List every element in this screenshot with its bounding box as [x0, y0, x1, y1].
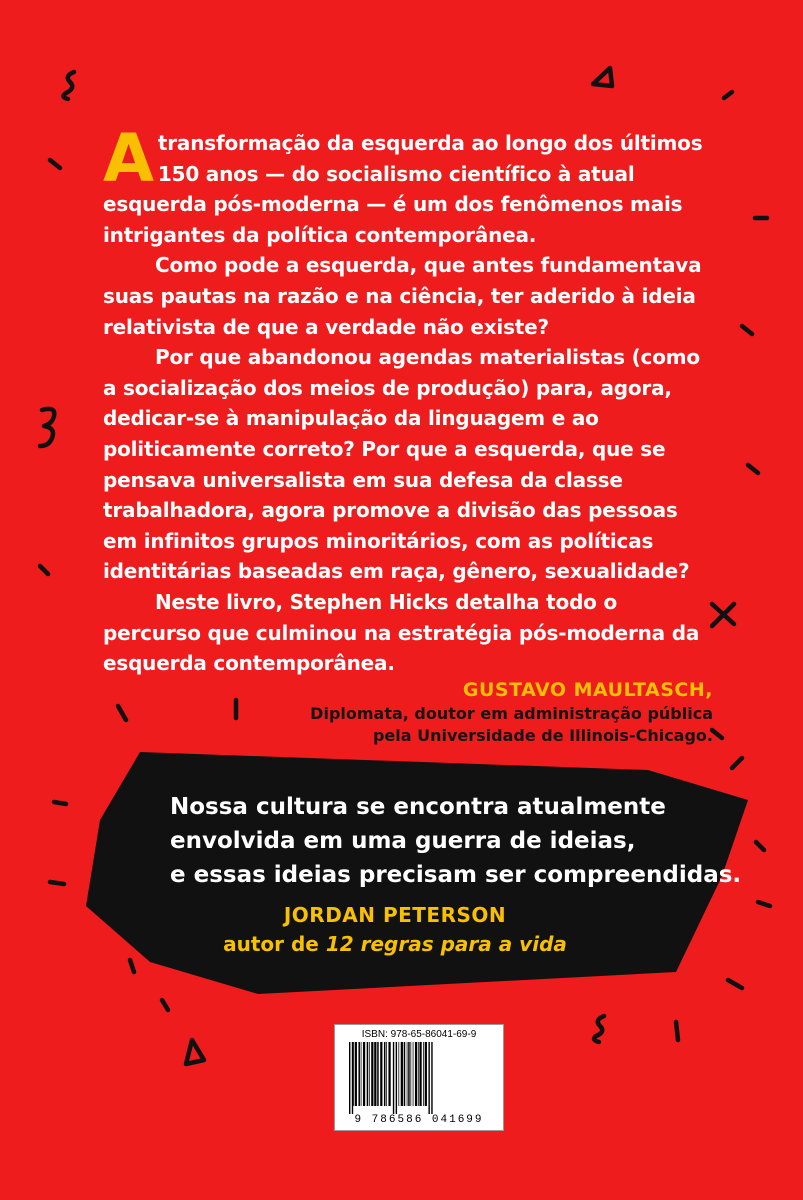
barcode-bar: [380, 1042, 382, 1106]
barcode-bar: [388, 1042, 390, 1106]
attribution-role-line-1: Diplomata, doutor em administração pública: [310, 704, 713, 723]
barcode-bar: [415, 1042, 417, 1106]
barcode-bar: [425, 1042, 427, 1106]
barcode-bar: [386, 1042, 387, 1106]
barcode-bar: [423, 1042, 424, 1106]
barcode-bar: [398, 1042, 399, 1106]
barcode-bar: [428, 1042, 429, 1114]
barcode-digits: 9 786586 041699: [354, 1114, 484, 1126]
barcode-bar: [393, 1042, 394, 1114]
attribution-name: GUSTAVO MAULTASCH,: [462, 679, 713, 701]
barcode-bar: [377, 1042, 379, 1106]
barcode-bar: [410, 1042, 411, 1106]
barcode-bar: [401, 1042, 403, 1106]
barcode-bar: [419, 1042, 421, 1106]
quote-credit-title: 12 regras para a vida: [325, 932, 567, 956]
barcode-bar: [349, 1042, 350, 1114]
isbn-barcode-box: [334, 1024, 504, 1131]
quote-credit-prefix: autor de: [223, 932, 326, 956]
barcode-graphic: [347, 1042, 493, 1114]
barcode-bar: [371, 1042, 373, 1106]
barcode-bar: [407, 1042, 408, 1106]
synopsis-paragraph-1: transformação da esquerda ao longo dos últimos 150 anos — do socialismo científico à atual esquerda pós-moderna — é um dos fenômenos mais intrigantes da política contemporânea.: [103, 131, 703, 247]
quote-line-3: e essas ideias precisam ser compreendidas.: [170, 862, 742, 888]
barcode-bar: [418, 1042, 419, 1106]
barcode-bar: [355, 1042, 357, 1106]
barcode-bar: [431, 1042, 432, 1114]
barcode-bar: [352, 1042, 353, 1114]
barcode-bar: [369, 1042, 370, 1106]
barcode-bar: [374, 1042, 376, 1106]
endorsement-quote: [170, 790, 742, 958]
barcode-bar: [413, 1042, 414, 1106]
barcode-bar: [353, 1042, 354, 1106]
quote-author-credit: [170, 930, 620, 958]
quote-line-2: envolvida em uma guerra de ideias,: [170, 828, 636, 854]
barcode-bar: [384, 1042, 386, 1106]
attribution-role-line-2: pela Universidade de Illinois-Chicago.: [372, 726, 713, 745]
barcode-bar: [404, 1042, 406, 1106]
isbn-label: ISBN: 978-65-86041-69-9: [361, 1029, 477, 1040]
quote-line-1: Nossa cultura se encontra atualmente: [170, 794, 666, 820]
barcode-bar: [358, 1042, 360, 1106]
barcode-bar: [361, 1042, 362, 1106]
synopsis-paragraph-2: Como pode a esquerda, que antes fundamentava suas pautas na razão e na ciência, ter aderido à ideia relativista de que a verdade não existe?: [103, 253, 702, 339]
barcode-bar: [408, 1042, 410, 1106]
quote-author: JORDAN PETERSON: [283, 903, 507, 927]
barcode-bar: [367, 1042, 369, 1106]
barcode-bar: [396, 1042, 397, 1114]
barcode-bar: [363, 1042, 365, 1106]
synopsis-paragraph-4: Neste livro, Stephen Hicks detalha todo o percurso que culminou na estratégia pós-moderna da esquerda contemporânea.: [103, 589, 700, 676]
drop-cap-letter: A: [103, 120, 154, 197]
synopsis-paragraph-3: Por que abandonou agendas materialistas (como a socialização dos meios de produção) para, agora, dedicar-se à manipulação da linguagem e ao politicamente correto? Por que a esquerda, que se pensava universalista em sua defesa da classe trabalhadora, agora promove a divisão das pessoas em infinitos grupos minoritários, com as políticas identitárias baseadas em raça, gênero, sexualidade?: [103, 345, 700, 584]
